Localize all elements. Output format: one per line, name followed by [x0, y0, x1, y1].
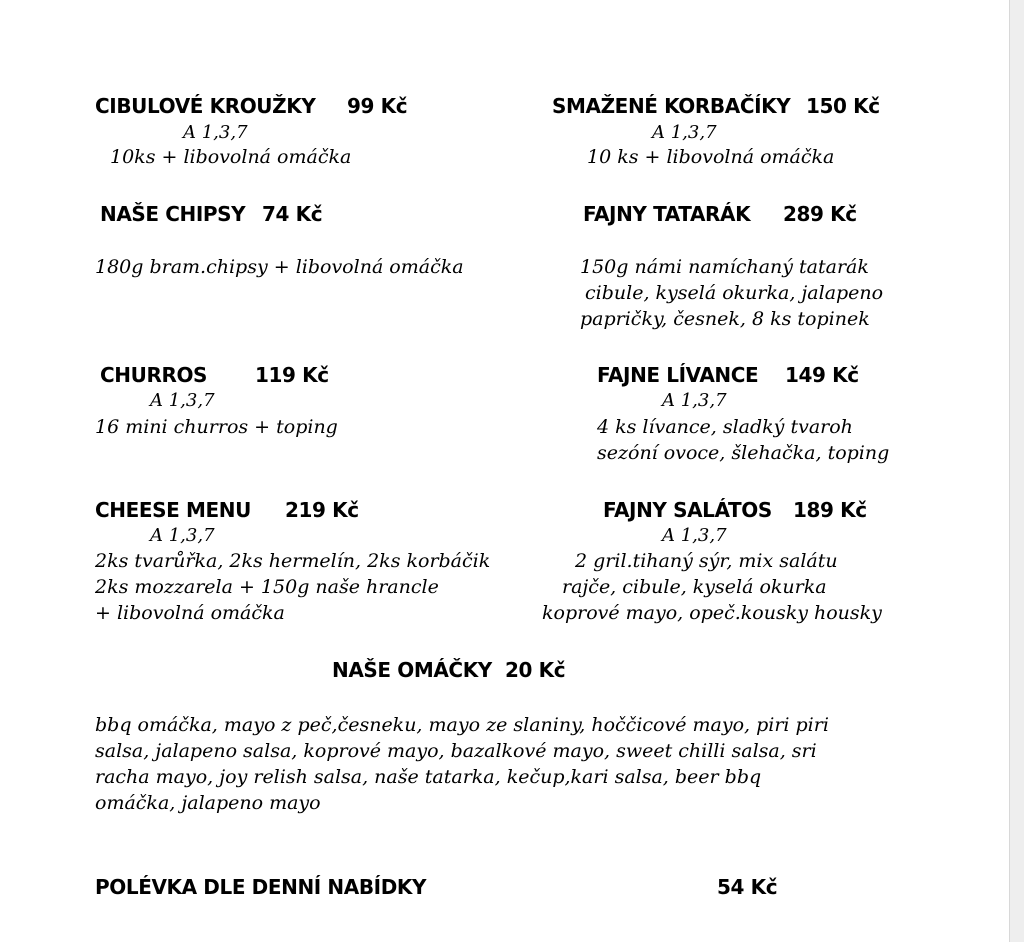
salatos-price: 189 Kč	[793, 498, 867, 522]
salatos-desc-line-1: 2 gril.tihaný sýr, mix salátu	[575, 550, 838, 572]
omacky-price: 20 Kč	[505, 658, 566, 682]
salatos-desc-line-2: rajče, cibule, kyselá okurka	[562, 576, 827, 598]
omacky-desc-line-4: omáčka, jalapeno mayo	[95, 792, 321, 814]
cibulove-krouzky-desc: 10ks + libovolná omáčka	[110, 146, 352, 168]
tatarak-desc-line-1: 150g námi namíchaný tatarák	[580, 256, 869, 278]
korbaciky-allergens: A 1,3,7	[652, 122, 717, 143]
churros-price: 119 Kč	[255, 363, 329, 387]
omacky-title: NAŠE OMÁČKY	[332, 658, 492, 682]
omacky-desc-line-3: racha mayo, joy relish salsa, naše tatarka, kečup,kari salsa, beer bbq	[95, 766, 762, 788]
cibulove-krouzky-allergens: A 1,3,7	[183, 122, 248, 143]
korbaciky-price: 150 Kč	[806, 94, 880, 118]
cheese-menu-allergens: A 1,3,7	[150, 525, 215, 546]
salatos-desc-line-3: koprové mayo, opeč.kousky housky	[542, 602, 882, 624]
tatarak-price: 289 Kč	[783, 202, 857, 226]
churros-desc: 16 mini churros + toping	[95, 416, 338, 438]
cheese-menu-desc-line-2: 2ks mozzarela + 150g naše hrancle	[95, 576, 439, 598]
livance-allergens: A 1,3,7	[662, 390, 727, 411]
polevka-title: POLÉVKA DLE DENNÍ NABÍDKY	[95, 875, 427, 899]
livance-desc-line-1: 4 ks lívance, sladký tvaroh	[597, 416, 853, 438]
churros-allergens: A 1,3,7	[150, 390, 215, 411]
cibulove-krouzky-price: 99 Kč	[347, 94, 408, 118]
livance-price: 149 Kč	[785, 363, 859, 387]
cheese-menu-price: 219 Kč	[285, 498, 359, 522]
page-scroll-edge[interactable]	[1009, 0, 1024, 942]
tatarak-desc-line-3: papričky, česnek, 8 ks topinek	[580, 308, 870, 330]
cheese-menu-desc-line-3: + libovolná omáčka	[95, 602, 285, 624]
tatarak-desc-line-2: cibule, kyselá okurka, jalapeno	[585, 282, 884, 304]
chipsy-price: 74 Kč	[262, 202, 323, 226]
tatarak-title: FAJNY TATARÁK	[583, 202, 751, 226]
chipsy-desc: 180g bram.chipsy + libovolná omáčka	[95, 256, 464, 278]
cibulove-krouzky-title: CIBULOVÉ KROUŽKY	[95, 94, 316, 118]
livance-desc-line-2: sezóní ovoce, šlehačka, toping	[597, 442, 890, 464]
korbaciky-title: SMAŽENÉ KORBAČÍKY	[552, 94, 791, 118]
salatos-title: FAJNY SALÁTOS	[603, 498, 772, 522]
korbaciky-desc: 10 ks + libovolná omáčka	[587, 146, 835, 168]
churros-title: CHURROS	[100, 363, 208, 387]
polevka-price: 54 Kč	[717, 875, 778, 899]
omacky-desc-line-2: salsa, jalapeno salsa, koprové mayo, bazalkové mayo, sweet chilli salsa, sri	[95, 740, 817, 762]
omacky-desc-line-1: bbq omáčka, mayo z peč,česneku, mayo ze slaniny, hoččicové mayo, piri piri	[95, 714, 829, 736]
chipsy-title: NAŠE CHIPSY	[100, 202, 246, 226]
cheese-menu-title: CHEESE MENU	[95, 498, 251, 522]
cheese-menu-desc-line-1: 2ks tvarůřka, 2ks hermelín, 2ks korbáčik	[95, 550, 491, 572]
livance-title: FAJNE LÍVANCE	[597, 363, 759, 387]
salatos-allergens: A 1,3,7	[662, 525, 727, 546]
